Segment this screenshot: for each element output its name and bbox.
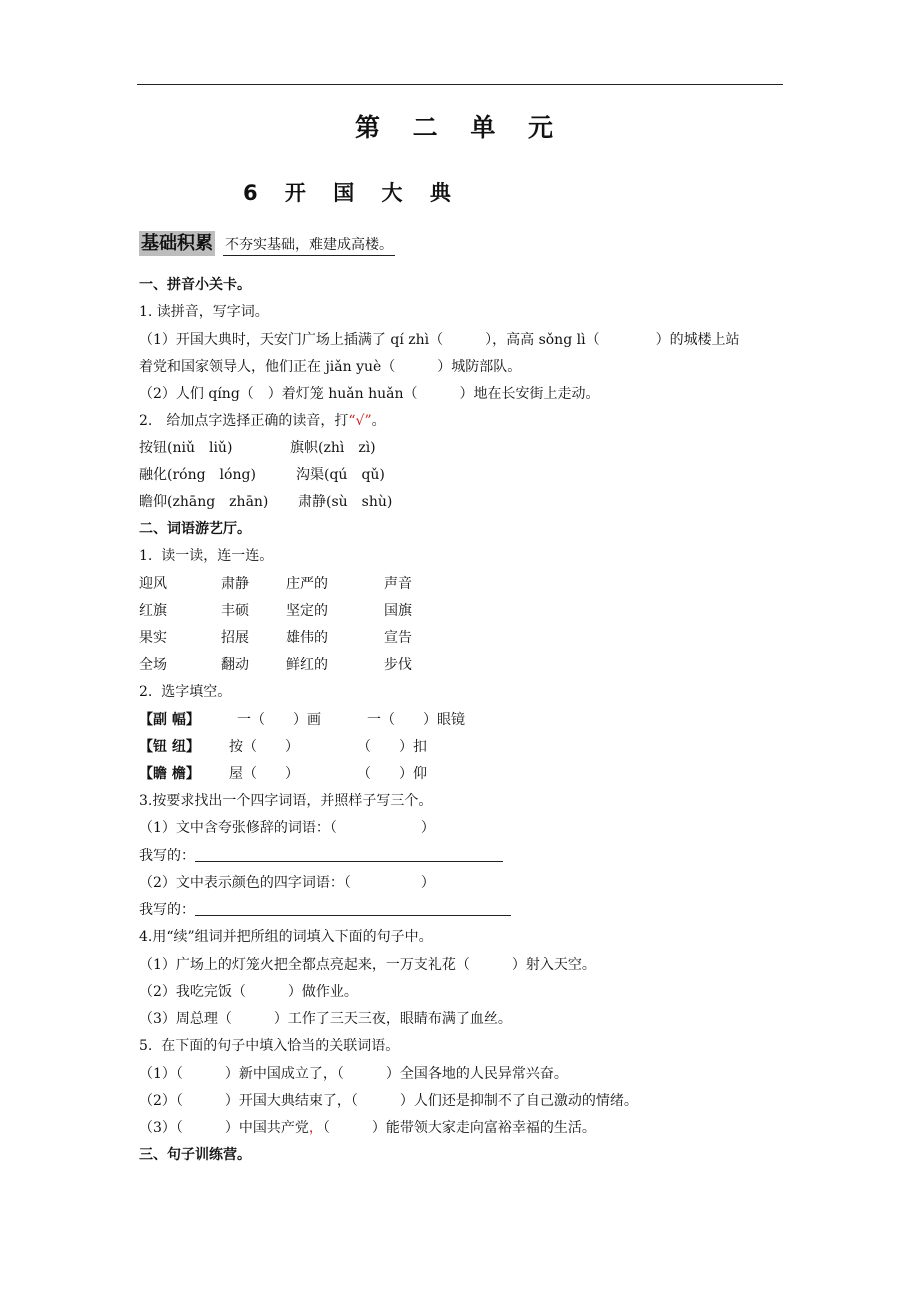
pinyin-choice: 沟渠(qú qǔ) (296, 467, 385, 483)
unit-title: 第 二 单 元 (354, 113, 566, 142)
banner-label: 基础积累 (141, 233, 213, 254)
question-title (139, 411, 386, 431)
match-word: 招展 (221, 630, 249, 646)
match-word: 庄严的 (286, 576, 328, 592)
question-item: （2）（ ）开国大典结束了，（ ）人们还是抑制不了自己激动的情绪。 (139, 1093, 638, 1109)
match-word: 声音 (384, 576, 412, 592)
question-title: 1. 读拼音，写字词。 (139, 304, 269, 320)
char-choice-label: 【瞻 檐】 (139, 766, 200, 782)
question-title: 3.按要求找出一个四字词语，并照样子写三个。 (139, 793, 433, 809)
title-text: 2. 给加点字选择正确的读音，打 (139, 413, 349, 429)
char-choice-label: 【副 幅】 (139, 712, 200, 728)
banner-slogan: 不夯实基础，难建成高楼。 (223, 235, 395, 256)
match-word: 全场 (139, 657, 167, 673)
answer-line (139, 900, 511, 920)
question-item: （1）（ ）新中国成立了，（ ）全国各地的人民异常兴奋。 (139, 1066, 568, 1082)
match-word: 肃静 (221, 576, 249, 592)
question-item (139, 1118, 596, 1138)
fill-blank: 一（ ）眼镜 (367, 712, 465, 728)
fill-blank: 屋（ ） (229, 766, 299, 782)
fill-blank: 按（ ） (229, 739, 299, 755)
question-item: 着党和国家领导人，他们正在 jiǎn yuè（ ）城防部队。 (139, 359, 522, 375)
lesson-title: 6 开 国 大 典 (243, 181, 461, 205)
answer-line (139, 846, 503, 866)
question-title: 2. 选字填空。 (139, 684, 232, 700)
question-title: 5. 在下面的句子中填入恰当的关联词语。 (139, 1038, 400, 1054)
fill-blank: （ ）扣 (357, 739, 427, 755)
fill-blank: （ ）仰 (357, 766, 427, 782)
question-item: （2）我吃完饭（ ）做作业。 (139, 984, 358, 1000)
question-item: （3）周总理（ ）工作了三天三夜，眼睛布满了血丝。 (139, 1011, 512, 1027)
pinyin-choice: 融化(róng lóng) (139, 467, 256, 483)
answer-blank[interactable] (195, 847, 503, 862)
question-item: （2）文中表示颜色的四字词语：（ ） (139, 875, 435, 891)
match-word: 迎风 (139, 576, 167, 592)
section-heading-pinyin: 一、拼音小关卡。 (139, 277, 251, 293)
answer-blank[interactable] (195, 901, 511, 916)
match-word: 步伐 (384, 657, 412, 673)
pinyin-choice: 肃静(sù shù) (298, 494, 393, 510)
match-word: 翻动 (221, 657, 249, 673)
item-text: （3）（ ）中国共产党 (139, 1120, 309, 1136)
match-word: 国旗 (384, 603, 412, 619)
pinyin-choice: 瞻仰(zhāng zhān) (139, 494, 269, 510)
answer-label: 我写的： (139, 902, 195, 918)
pinyin-choice: 按钮(niǔ liǔ) (139, 440, 233, 456)
question-item: （1）广场上的灯笼火把全都点亮起来，一万支礼花（ ）射入天空。 (139, 957, 596, 973)
match-word: 果实 (139, 630, 167, 646)
question-item: （1）开国大典时，天安门广场上插满了 qí zhì（ ），高高 sǒng lì（ ）的城楼上站 (139, 332, 740, 348)
question-title: 4.用“续”组词并把所组的词填入下面的句子中。 (139, 929, 433, 945)
check-mark: “√” (348, 413, 372, 429)
match-word: 坚定的 (286, 603, 328, 619)
title-text: 。 (371, 413, 386, 429)
question-item: （1）文中含夸张修辞的词语：（ ） (139, 820, 435, 836)
question-title: 1. 读一读，连一连。 (139, 548, 274, 564)
section-banner (139, 231, 395, 256)
match-word: 鲜红的 (286, 657, 328, 673)
section-heading-words: 二、词语游艺厅。 (139, 521, 251, 537)
match-word: 宣告 (384, 630, 412, 646)
question-item: （2）人们 qíng（ ）着灯笼 huǎn huǎn（ ）地在长安街上走动。 (139, 386, 600, 402)
char-choice-label: 【钮 纽】 (139, 739, 200, 755)
match-word: 红旗 (139, 603, 167, 619)
match-word: 雄伟的 (286, 630, 328, 646)
fill-blank: 一（ ）画 (237, 712, 321, 728)
match-word: 丰硕 (221, 603, 249, 619)
top-rule (137, 84, 783, 85)
section-heading-sentences: 三、句子训练营。 (139, 1147, 251, 1163)
answer-label: 我写的： (139, 848, 195, 864)
red-comma: ， (308, 1120, 323, 1136)
pinyin-choice: 旗帜(zhì zì) (290, 440, 376, 456)
item-text: （ ）能带领大家走向富裕幸福的生活。 (322, 1120, 596, 1136)
